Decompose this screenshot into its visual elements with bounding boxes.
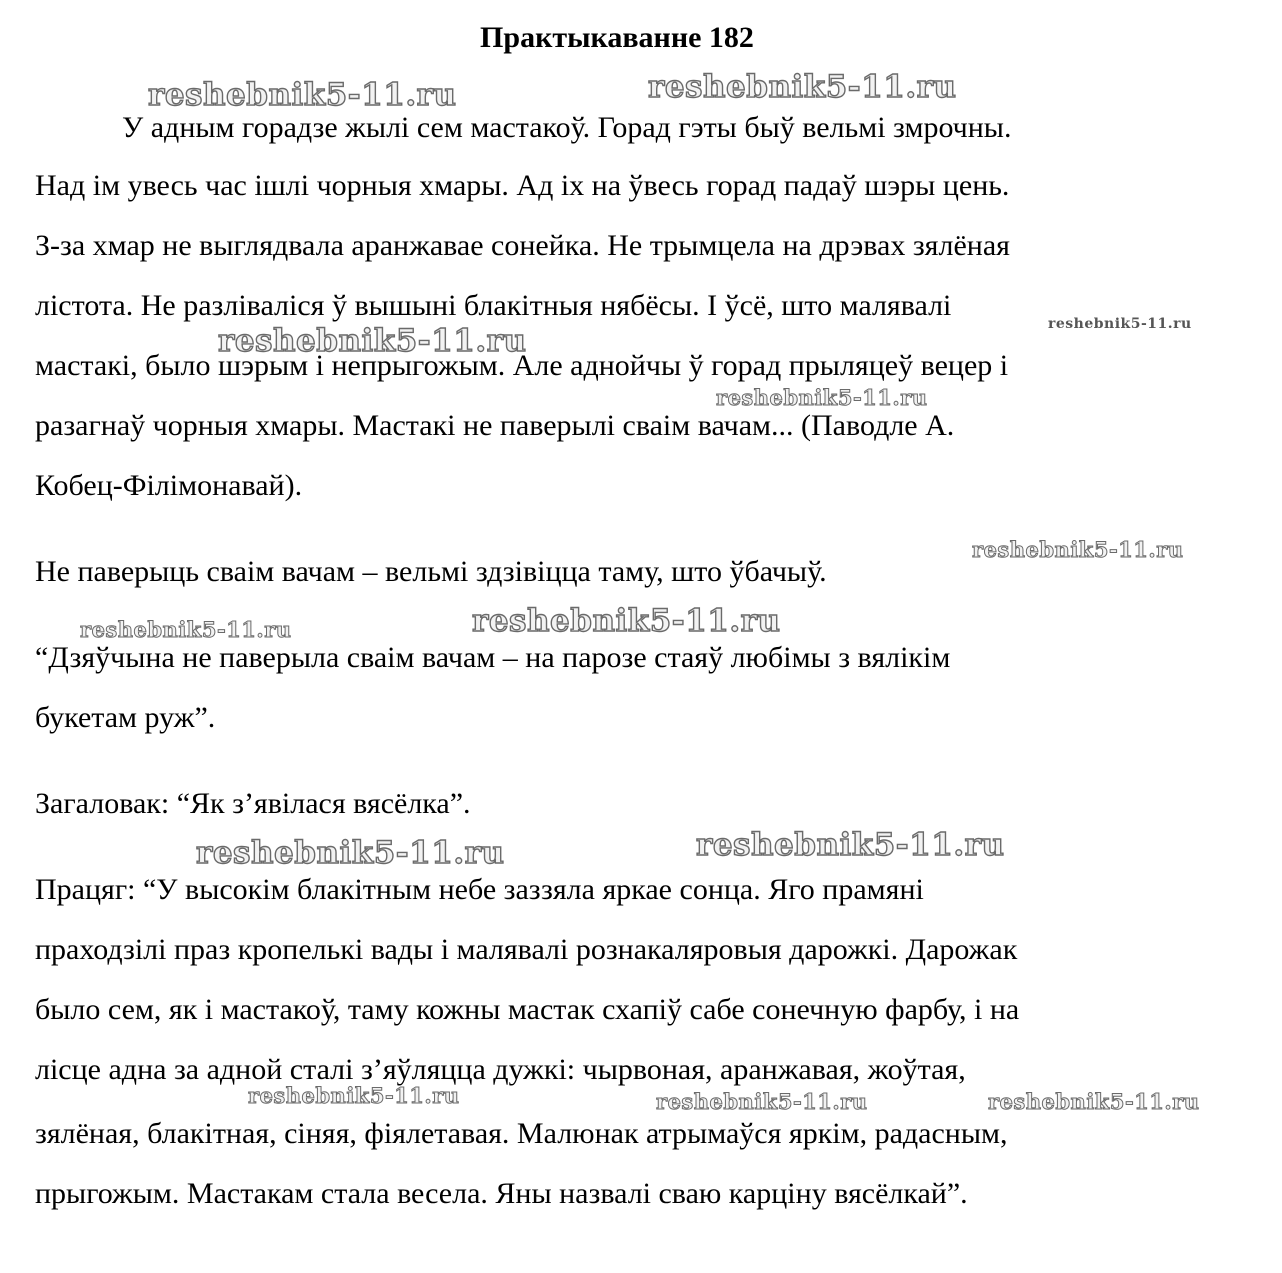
watermark: reshebnik5-11.ru — [656, 1089, 868, 1114]
watermark: reshebnik5-11.ru — [196, 835, 505, 871]
watermark: reshebnik5-11.ru — [218, 323, 527, 359]
text-line: прыгожым. Мастакам стала весела. Яны назвалі сваю карціну вясёлкай”. — [35, 1177, 968, 1210]
text-line: У адным горадзе жылі сем мастакоў. Горад гэты быў вельмі змрочны. — [122, 111, 1012, 144]
watermark: reshebnik5-11.ru — [80, 617, 292, 642]
text-line: мастакі, было шэрым і непрыгожым. Але аднойчы ў горад прыляцеў вецер і — [35, 349, 1009, 382]
watermark: reshebnik5-11.ru — [648, 69, 957, 105]
text-line: лістота. Не разліваліся ў вышыні блакітныя нябёсы. І ўсё, што малявалі — [35, 289, 952, 322]
text-line: разагнаў чорныя хмары. Мастакі не паверылі сваім вачам... (Паводле А. — [35, 409, 955, 442]
watermark: reshebnik5-11.ru — [972, 537, 1184, 562]
text-line: Не паверыць сваім вачам – вельмі здзівіцца таму, што ўбачыў. — [35, 555, 827, 588]
text-line: Загаловак: “Як з’явілася вясёлка”. — [35, 787, 471, 820]
text-line: Над ім увесь час ішлі чорныя хмары. Ад іх на ўвесь горад падаў шэры цень. — [35, 169, 1010, 202]
watermark: reshebnik5-11.ru — [988, 1089, 1200, 1114]
page-title: Практыкаванне 182 — [480, 21, 754, 54]
text-line: Працяг: “У высокім блакітным небе заззяла яркае сонца. Яго прамяні — [35, 873, 924, 906]
text-line: букетам руж”. — [35, 701, 216, 734]
watermark: reshebnik5-11.ru — [472, 603, 781, 639]
text-line: З-за хмар не выглядвала аранжавае сонейка. Не трымцела на дрэвах зялёная — [35, 229, 1010, 262]
watermark: reshebnik5-11.ru — [148, 77, 457, 113]
text-line: зялёная, блакітная, сіняя, фіялетавая. Малюнак атрымаўся яркім, радасным, — [35, 1117, 1008, 1150]
text-line: Кобец-Філімонавай). — [35, 469, 303, 502]
text-line: лісце адна за адной сталі з’яўляцца дужкі: чырвоная, аранжавая, жоўтая, — [35, 1053, 966, 1086]
watermark: reshebnik5-11.ru — [1048, 316, 1192, 332]
watermark: reshebnik5-11.ru — [716, 385, 928, 410]
text-line: было сем, як і мастакоў, таму кожны мастак схапіў сабе сонечную фарбу, і на — [35, 993, 1020, 1026]
text-line: праходзілі праз кропелькі вады і малявалі рознакаляровыя дарожкі. Дарожак — [35, 933, 1018, 966]
watermark: reshebnik5-11.ru — [696, 827, 1005, 863]
watermark: reshebnik5-11.ru — [248, 1083, 460, 1108]
text-line: “Дзяўчына не паверыла сваім вачам – на парозе стаяў любімы з вялікім — [35, 641, 951, 674]
